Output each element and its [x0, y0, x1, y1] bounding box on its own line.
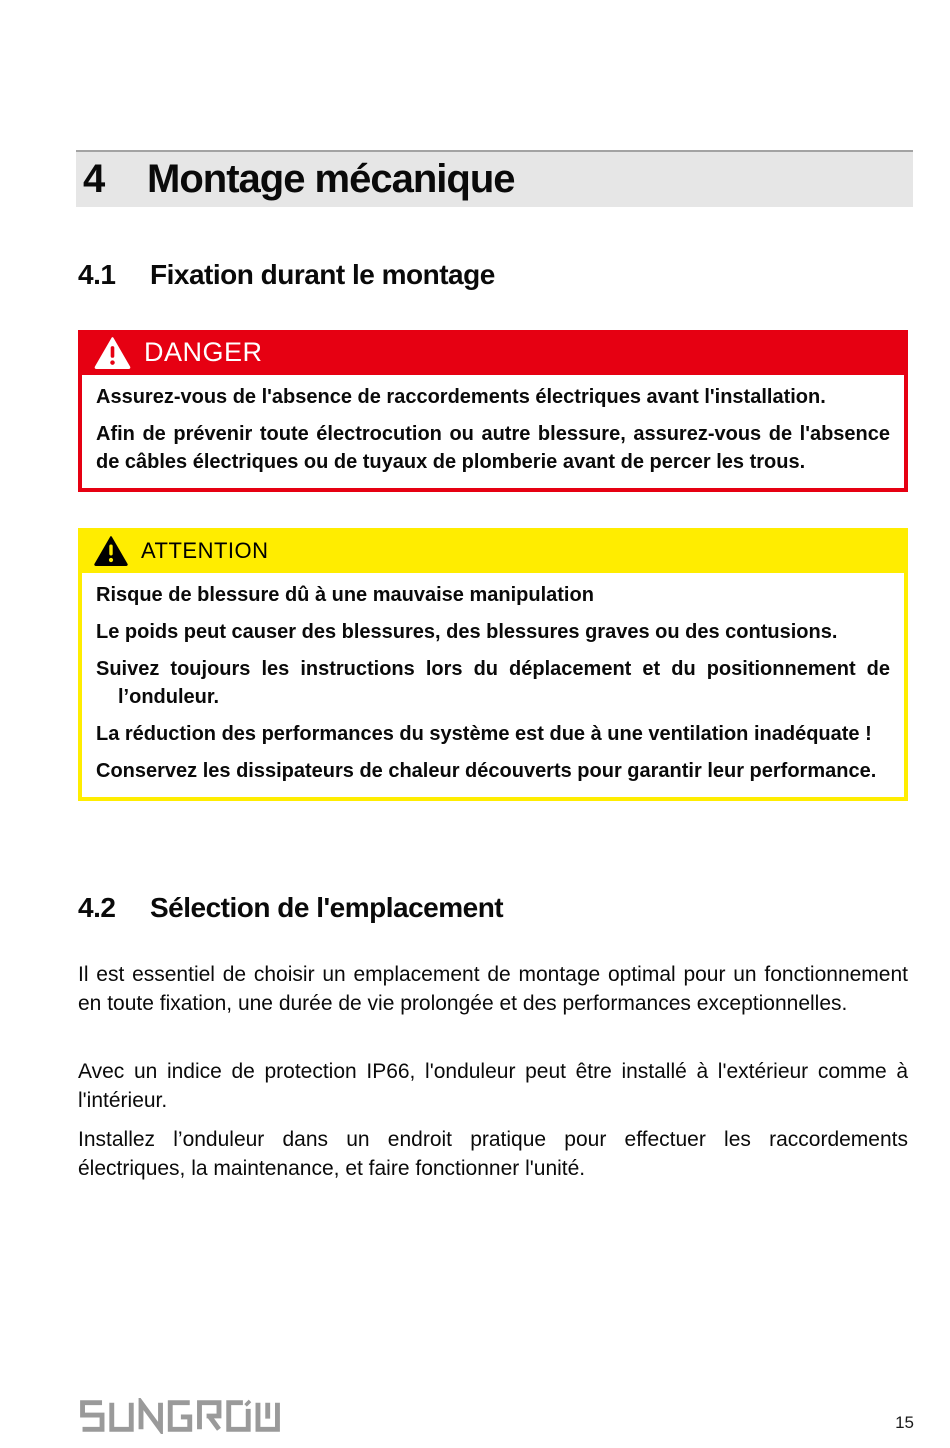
danger-label: DANGER [144, 337, 263, 367]
section-title: Sélection de l'emplacement [150, 892, 504, 923]
chapter-title: Montage mécanique [147, 157, 515, 201]
section-number: 4.2 [78, 892, 116, 923]
danger-warning-box [78, 330, 908, 492]
body-paragraph: Il est essentiel de choisir un emplacement de montage optimal pour un fonctionnement en toute fixation, une durée de vie prolongée et des performances exceptionnelles. [78, 963, 908, 1015]
page-number: 15 [895, 1413, 914, 1432]
attention-paragraph: Suivez toujours les instructions lors du déplacement et du positionnement de l’onduleur. [96, 658, 890, 708]
attention-warning-box [78, 528, 908, 801]
chapter-heading [76, 150, 913, 207]
danger-header [78, 330, 908, 375]
attention-paragraph: La réduction des performances du système est due à une ventilation inadéquate ! [96, 723, 872, 745]
sungrow-logo-icon [79, 1398, 281, 1434]
attention-body [78, 573, 908, 801]
body-paragraph: Avec un indice de protection IP66, l'onduleur peut être installé à l'extérieur comme à l'intérieur. [78, 1060, 908, 1112]
danger-body [78, 375, 908, 492]
attention-paragraph: Risque de blessure dû à une mauvaise manipulation [96, 584, 594, 606]
warning-triangle-icon [94, 337, 131, 369]
section-4-1-heading [78, 259, 908, 291]
attention-paragraph: Le poids peut causer des blessures, des blessures graves ou des contusions. [96, 621, 838, 643]
danger-paragraph: Assurez-vous de l'absence de raccordements électriques avant l'installation. [96, 386, 826, 408]
section-title: Fixation durant le montage [150, 259, 495, 290]
attention-label: ATTENTION [141, 537, 269, 563]
section-4-2-heading [78, 892, 908, 924]
section-number: 4.1 [78, 259, 116, 290]
chapter-number: 4 [83, 157, 105, 201]
body-paragraph: Installez l’onduleur dans un endroit pratique pour effectuer les raccordements électriques, la maintenance, et faire fonctionner l'unité. [78, 1128, 908, 1180]
attention-paragraph: Conservez les dissipateurs de chaleur découverts pour garantir leur performance. [96, 760, 877, 782]
sungrow-logo [79, 1398, 281, 1439]
warning-triangle-icon [94, 536, 128, 566]
danger-paragraph: Afin de prévenir toute électrocution ou autre blessure, assurez-vous de l'absence de câbles électriques ou de tuyaux de plomberie avant de percer les trous. [96, 423, 890, 473]
attention-header [78, 528, 908, 573]
